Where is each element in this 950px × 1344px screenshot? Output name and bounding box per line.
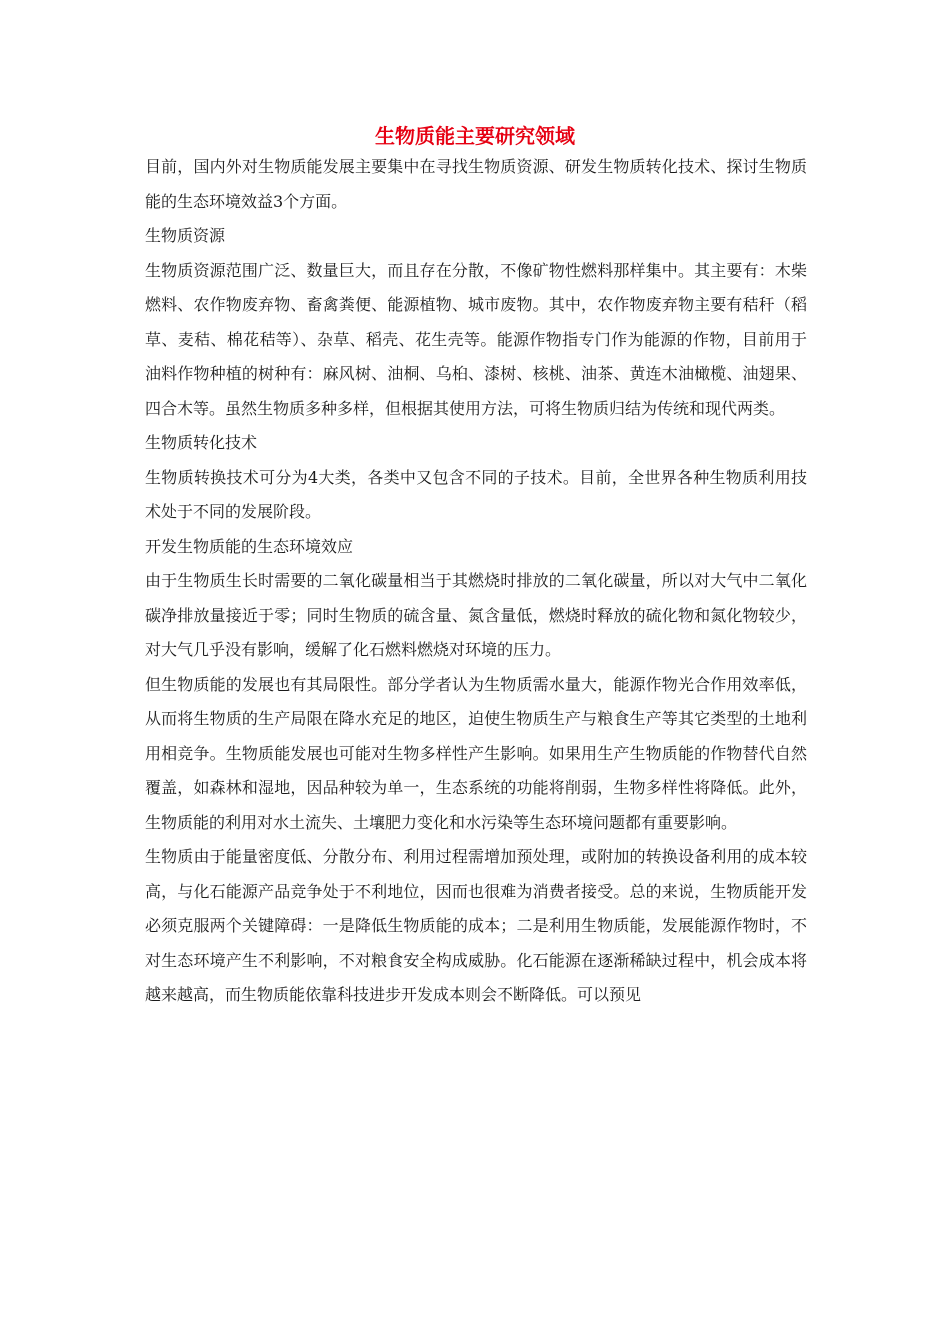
intro-paragraph: 目前，国内外对生物质能发展主要集中在寻找生物质资源、研发生物质转化技术、探讨生物质能的生态环境效益3个方面。 <box>145 157 807 211</box>
section-heading-resources: 生物质资源 <box>145 226 226 245</box>
section-heading-conversion: 生物质转化技术 <box>145 433 258 452</box>
ecology-paragraph: 由于生物质生长时需要的二氧化碳量相当于其燃烧时排放的二氧化碳量，所以对大气中二氧化碳净排放量接近于零；同时生物质的硫含量、氮含量低，燃烧时释放的硫化物和氮化物较少，对大气几乎没有影响，缓解了化石燃料燃烧对环境的压力。 <box>145 571 807 659</box>
conversion-paragraph: 生物质转换技术可分为4大类，各类中又包含不同的子技术。目前，全世界各种生物质利用技术处于不同的发展阶段。 <box>145 467 807 521</box>
document-body <box>145 150 807 1013</box>
limitations-paragraph: 但生物质能的发展也有其局限性。部分学者认为生物质需水量大，能源作物光合作用效率低，从而将生物质的生产局限在降水充足的地区，迫使生物质生产与粮食生产等其它类型的土地利用相竞争。生物质能发展也可能对生物多样性产生影响。如果用生产生物质能的作物替代自然覆盖，如森林和湿地，因品种较为单一，生态系统的功能将削弱，生物多样性将降低。此外，生物质能的利用对水土流失、土壤肥力变化和水污染等生态环境问题都有重要影响。 <box>145 674 807 832</box>
document-title: 生物质能主要研究领域 <box>375 124 575 148</box>
resources-paragraph: 生物质资源范围广泛、数量巨大，而且存在分散，不像矿物性燃料那样集中。其主要有：木柴燃料、农作物废弃物、畜禽粪便、能源植物、城市废物。其中，农作物废弃物主要有秸秆（稻草、麦秸、棉花秸等）、杂草、稻壳、花生壳等。能源作物指专门作为能源的作物，目前用于油料作物种植的树种有：麻风树、油桐、乌桕、漆树、核桃、油茶、黄连木油橄榄、油翅果、四合木等。虽然生物质多种多样，但根据其使用方法，可将生物质归结为传统和现代两类。 <box>145 260 807 418</box>
section-heading-ecology: 开发生物质能的生态环境效应 <box>145 536 354 556</box>
outlook-paragraph: 生物质由于能量密度低、分散分布、利用过程需增加预处理，或附加的转换设备利用的成本较高，与化石能源产品竞争处于不利地位，因而也很难为消费者接受。总的来说，生物质能开发必须克服两个关键障碍：一是降低生物质能的成本；二是利用生物质能，发展能源作物时，不对生态环境产生不利影响，不对粮食安全构成威胁。化石能源在逐渐稀缺过程中，机会成本将越来越高，而生物质能依靠科技进步开发成本则会不断降低。可以预见 <box>145 847 807 1004</box>
